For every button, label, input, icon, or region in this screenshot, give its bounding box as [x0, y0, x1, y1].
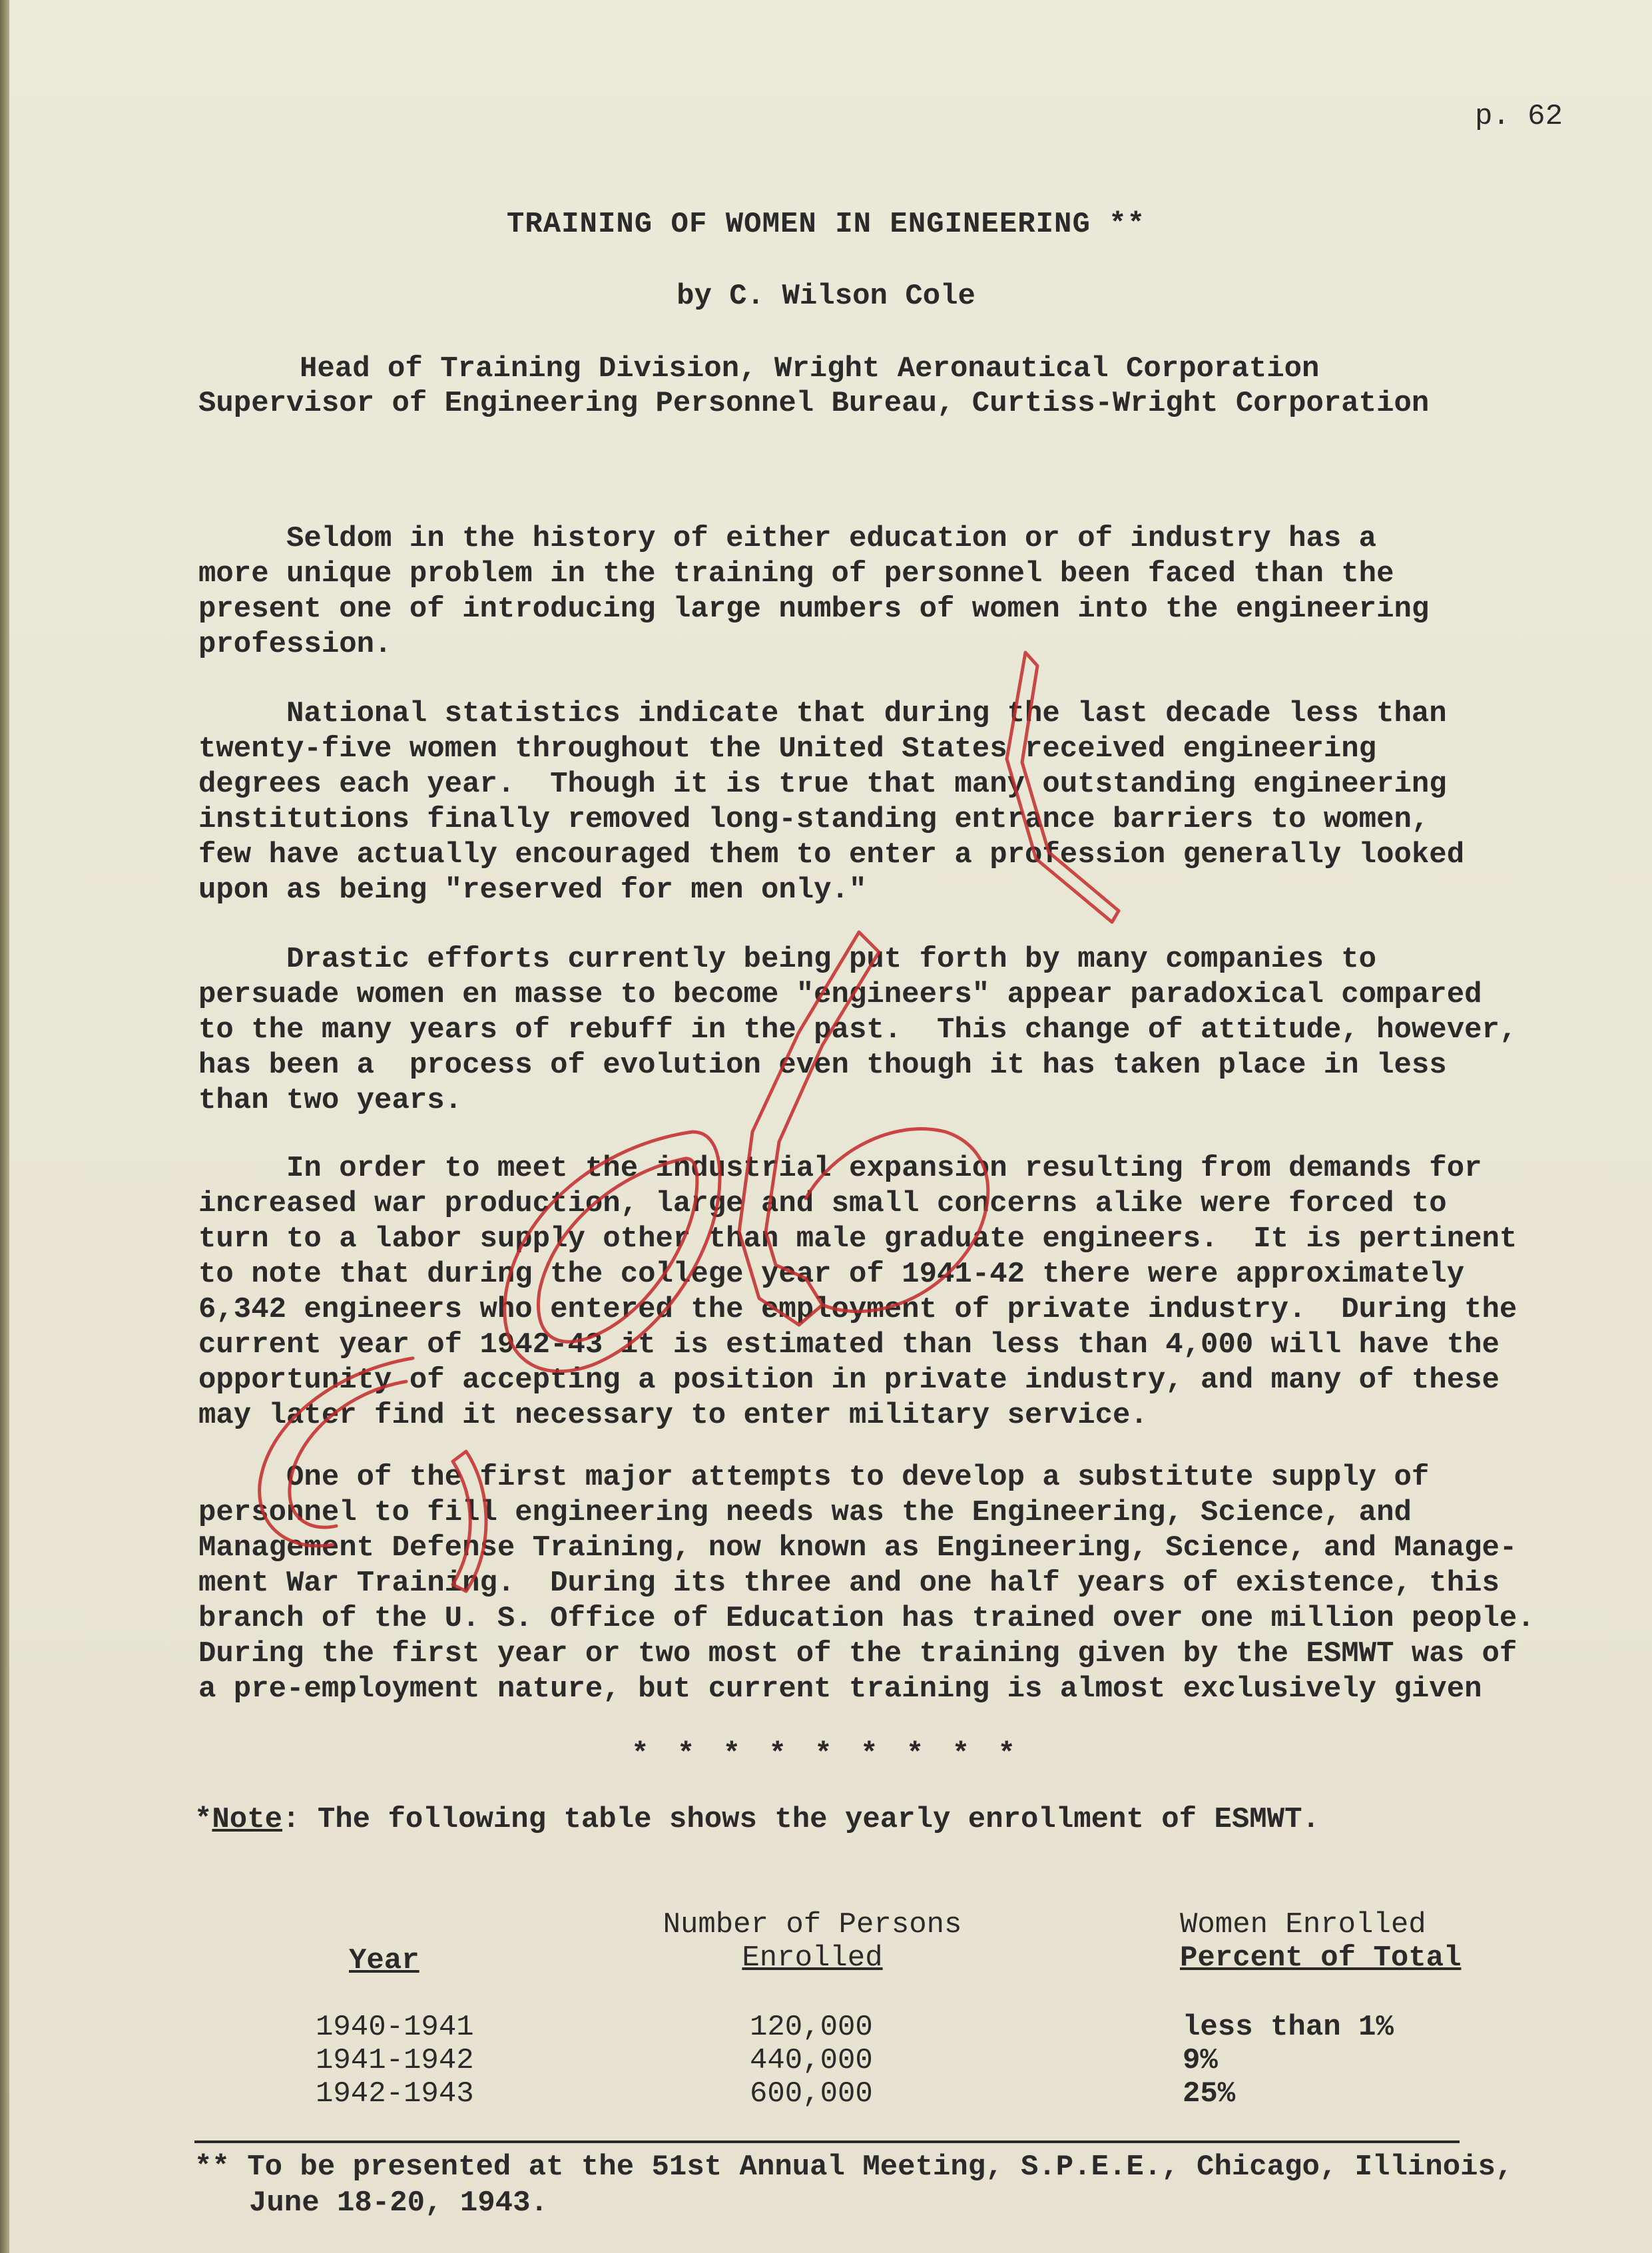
footnote-divider — [194, 2140, 1460, 2143]
text-line: may later find it necessary to enter military service. — [198, 1399, 1148, 1432]
text-line: few have actually encouraged them to enter a profession generally looked — [198, 838, 1465, 872]
table-cell: 120,000 — [750, 2011, 873, 2044]
byline: by C. Wilson Cole — [677, 280, 975, 313]
text-line: to note that during the college year of 1941-42 there were approximately — [198, 1258, 1465, 1291]
text-line: increased war production, large and small concerns alike were forced to — [198, 1187, 1447, 1220]
text-line: degrees each year. Though it is true that many outstanding engineering — [198, 768, 1447, 801]
header-label: Year — [349, 1944, 419, 1977]
paragraph-3 — [198, 942, 1517, 1119]
text-line: a pre-employment nature, but current training is almost exclusively given — [198, 1672, 1482, 1706]
table-cell: 9% — [1183, 2044, 1218, 2077]
text-line: National statistics indicate that during the last decade less than — [198, 697, 1447, 730]
text-line: institutions finally removed long-standing entrance barriers to women, — [198, 803, 1430, 836]
column-header-enrolled — [659, 1908, 965, 1975]
text-line: Seldom in the history of either education or of industry has a — [198, 522, 1377, 555]
footnote-line: ** To be presented at the 51st Annual Meeting, S.P.E.E., Chicago, Illinois, — [194, 2150, 1514, 2184]
table-cell: 1942-1943 — [316, 2077, 474, 2111]
page-number: p. 62 — [1474, 100, 1563, 133]
table-cell: 25% — [1183, 2077, 1236, 2111]
column-header-women — [1180, 1908, 1461, 1975]
text-line: One of the first major attempts to develop a substitute supply of — [198, 1461, 1430, 1494]
text-line: present one of introducing large numbers of women into the engineering — [198, 593, 1430, 626]
column-header-year — [349, 1944, 419, 1977]
text-line: Drastic efforts currently being put forth by many companies to — [198, 943, 1377, 976]
section-separator: * * * * * * * * * — [631, 1738, 1021, 1771]
text-line: profession. — [198, 628, 392, 661]
year-column — [316, 2011, 474, 2111]
text-line: to the many years of rebuff in the past. This change of attitude, however, — [198, 1013, 1517, 1047]
author-affiliations — [198, 352, 1429, 421]
women-column — [1183, 2011, 1394, 2111]
text-line: Management Defense Training, now known as Engineering, Science, and Manage- — [198, 1531, 1517, 1565]
text-line: During the first year or two most of the training given by the ESMWT was of — [198, 1637, 1517, 1670]
paragraph-5 — [198, 1460, 1535, 1707]
text-line: has been a process of evolution even though it has taken place in less — [198, 1049, 1447, 1082]
page-title: TRAINING OF WOMEN IN ENGINEERING ** — [506, 208, 1146, 241]
text-line: opportunity of accepting a position in private industry, and many of these — [198, 1364, 1500, 1397]
binding-edge — [0, 0, 9, 2253]
text-line: than two years. — [198, 1084, 463, 1117]
affiliation-line: Supervisor of Engineering Personnel Bureau, Curtiss-Wright Corporation — [198, 387, 1430, 420]
text-line: twenty-five women throughout the United States received engineering — [198, 732, 1377, 766]
table-cell: 440,000 — [750, 2044, 873, 2077]
paragraph-4 — [198, 1151, 1517, 1433]
text-line: In order to meet the industrial expansion resulting from demands for — [198, 1152, 1482, 1185]
text-line: personnel to fill engineering needs was the Engineering, Science, and — [198, 1496, 1412, 1529]
text-line: persuade women en masse to become "engineers" appear paradoxical compared — [198, 978, 1482, 1011]
table-cell: 1941-1942 — [316, 2044, 474, 2077]
paragraph-1 — [198, 521, 1504, 662]
header-label: Enrolled — [742, 1941, 883, 1975]
text-line: current year of 1942-43 it is estimated than less than 4,000 will have the — [198, 1328, 1500, 1362]
table-note — [194, 1803, 1320, 1836]
text-line: upon as being "reserved for men only." — [198, 874, 867, 907]
footnote — [194, 2149, 1513, 2221]
text-line: 6,342 engineers who entered the employment of private industry. During the — [198, 1293, 1517, 1326]
paragraph-2 — [198, 696, 1504, 908]
note-prefix: * — [194, 1803, 212, 1836]
text-line: turn to a labor supply other than male graduate engineers. It is pertinent — [198, 1222, 1517, 1256]
table-cell: 600,000 — [750, 2077, 873, 2111]
enrolled-column — [750, 2011, 873, 2111]
table-cell: less than 1% — [1183, 2011, 1394, 2044]
footnote-line: June 18-20, 1943. — [249, 2186, 548, 2220]
text-line: more unique problem in the training of personnel been faced than the — [198, 557, 1394, 591]
header-label: Percent of Total — [1180, 1941, 1462, 1975]
header-label: Women Enrolled — [1180, 1908, 1426, 1941]
note-label: Note — [212, 1803, 283, 1836]
header-label: Number of Persons — [663, 1908, 962, 1941]
text-line: ment War Training. During its three and one half years of existence, this — [198, 1567, 1500, 1600]
table-cell: 1940-1941 — [316, 2011, 474, 2044]
note-text: : The following table shows the yearly enrollment of ESMWT. — [282, 1803, 1320, 1836]
text-line: branch of the U. S. Office of Education has trained over one million people. — [198, 1602, 1535, 1635]
affiliation-line: Head of Training Division, Wright Aeronautical Corporation — [300, 352, 1320, 385]
